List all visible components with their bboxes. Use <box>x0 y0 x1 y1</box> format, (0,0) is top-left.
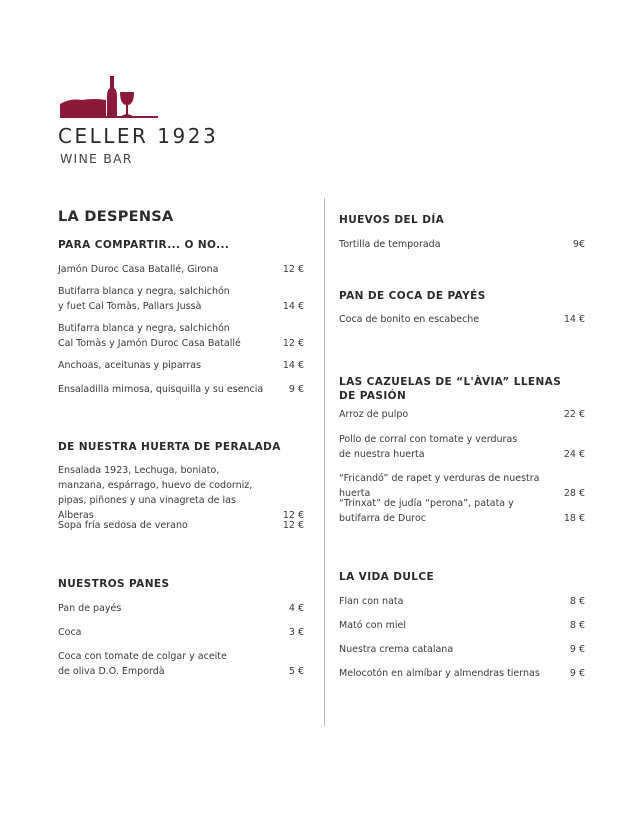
item-name: Butifarra blanca y negra, salchichón Cal Tomàs y Jamón Duroc Casa Batallé <box>58 323 241 349</box>
wine-bottle-glass-logo-icon <box>60 74 160 118</box>
item-name: Coca con tomate de colgar y aceite de oliva D.O. Empordà <box>58 651 227 677</box>
item-price: 14 € <box>563 314 585 325</box>
item-price: 24 € <box>563 449 585 460</box>
item-price: 9 € <box>288 384 304 395</box>
menu-item <box>339 594 585 609</box>
menu-item <box>58 382 304 397</box>
item-price: 12 € <box>282 338 304 349</box>
item-name: Butifarra blanca y negra, salchichón y fuet Cal Tomàs, Pallars Jussà <box>58 286 230 312</box>
item-price: 9€ <box>572 239 585 250</box>
item-name: Sopa fría sedosa de verano <box>58 520 188 531</box>
main-title: LA DESPENSA <box>58 209 174 225</box>
item-name: Coca de bonito en escabeche <box>339 314 480 325</box>
item-name: Jamón Duroc Casa Batallé, Girona <box>58 264 219 275</box>
menu-item <box>58 463 304 523</box>
item-name: Pan de payés <box>58 603 122 614</box>
item-name: Tortilla de temporada <box>339 239 441 250</box>
section-title: PAN DE COCA DE PAYÉS <box>339 290 486 302</box>
section-title: LAS CAZUELAS DE “L'ÀVIA” LLENAS DE PASIÓN <box>339 376 562 402</box>
item-price: 28 € <box>563 488 585 499</box>
section-title: PARA COMPARTIR... O NO... <box>58 239 230 251</box>
item-price: 14 € <box>282 301 304 312</box>
section-title: HUEVOS DEL DÍA <box>339 214 445 226</box>
menu-item <box>339 618 585 633</box>
item-name: “Trinxat” de judía “perona”, patata y butifarra de Duroc <box>339 498 514 524</box>
menu-item <box>58 284 304 314</box>
item-name: Pollo de corral con tomate y verduras de nuestra huerta <box>339 434 518 460</box>
item-name: Mató con miel <box>339 620 407 631</box>
item-price: 12 € <box>282 510 304 521</box>
item-name: Anchoas, aceitunas y piparras <box>58 360 202 371</box>
item-name: Melocotón en almíbar y almendras tiernas <box>339 668 540 679</box>
menu-item <box>58 649 304 679</box>
item-name: Nuestra crema catalana <box>339 644 454 655</box>
item-price: 4 € <box>288 603 304 614</box>
menu-item <box>339 496 585 526</box>
brand-name: CELLER 1923 <box>58 124 219 148</box>
item-price: 12 € <box>282 264 304 275</box>
item-price: 22 € <box>563 409 585 420</box>
item-price: 9 € <box>569 668 585 679</box>
menu-item <box>58 518 304 533</box>
item-price: 14 € <box>282 360 304 371</box>
item-price: 12 € <box>282 520 304 531</box>
item-name: Arroz de pulpo <box>339 409 409 420</box>
item-price: 9 € <box>569 644 585 655</box>
item-price: 3 € <box>288 627 304 638</box>
item-price: 8 € <box>569 620 585 631</box>
item-price: 8 € <box>569 596 585 607</box>
menu-item <box>339 642 585 657</box>
item-name: “Fricandó” de rapet y verduras de nuestra huerta <box>339 473 540 499</box>
section-title: NUESTROS PANES <box>58 578 170 590</box>
menu-item <box>58 625 304 640</box>
item-name: Coca <box>58 627 82 638</box>
menu-item <box>339 407 585 422</box>
menu-item <box>58 262 304 277</box>
menu-item <box>58 601 304 616</box>
menu-item <box>58 321 304 351</box>
menu-item <box>339 666 585 681</box>
item-price: 18 € <box>563 513 585 524</box>
section-title: LA VIDA DULCE <box>339 571 435 583</box>
menu-item <box>58 358 304 373</box>
menu-item <box>339 312 585 327</box>
section-title: DE NUESTRA HUERTA DE PERALADA <box>58 441 281 453</box>
item-name: Flan con nata <box>339 596 404 607</box>
item-name: Ensaladilla mimosa, quisquilla y su esencia <box>58 384 264 395</box>
column-divider <box>324 198 325 726</box>
brand-subtitle: WINE BAR <box>60 151 133 166</box>
item-name: Ensalada 1923, Lechuga, boniato, manzana, espárrago, huevo de codorniz, pipas, piñones y una vinagreta de las Alberas <box>58 465 253 521</box>
menu-item <box>339 432 585 462</box>
menu-item <box>339 237 585 252</box>
item-price: 5 € <box>288 666 304 677</box>
